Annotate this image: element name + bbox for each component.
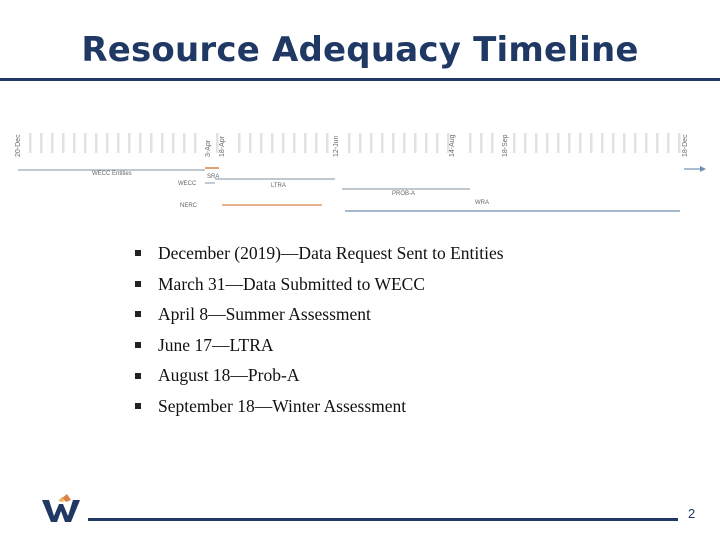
faint-date-column xyxy=(392,133,395,153)
bullet-square-icon xyxy=(135,311,141,317)
faint-date-column xyxy=(524,133,527,153)
faint-date-column xyxy=(414,133,417,153)
wecc-logo-icon xyxy=(40,494,82,524)
faint-date-column xyxy=(656,133,659,153)
faint-date-column xyxy=(73,133,76,153)
ltra-label: LTRA xyxy=(271,183,286,189)
date-tick-18-sep: 18-Sep xyxy=(502,134,509,157)
slide-title: Resource Adequacy Timeline xyxy=(81,30,639,70)
faint-date-column xyxy=(359,133,362,153)
faint-date-column xyxy=(601,133,604,153)
faint-date-column xyxy=(40,133,43,153)
faint-date-column xyxy=(29,133,32,153)
date-tick-18-dec: 18-Dec xyxy=(682,134,689,157)
bullet-square-icon xyxy=(135,342,141,348)
faint-date-column xyxy=(425,133,428,153)
faint-date-column xyxy=(480,133,483,153)
faint-date-column xyxy=(436,133,439,153)
bullet-square-icon xyxy=(135,373,141,379)
faint-date-column xyxy=(370,133,373,153)
faint-date-column xyxy=(84,133,87,153)
faint-date-column xyxy=(194,133,197,153)
list-item: September 18—Winter Assessment xyxy=(135,391,504,422)
faint-date-column xyxy=(557,133,560,153)
faint-date-column xyxy=(381,133,384,153)
faint-date-column xyxy=(304,133,307,153)
nerc-label: NERC xyxy=(180,203,198,209)
faint-date-column xyxy=(183,133,186,153)
bullet-square-icon xyxy=(135,281,141,287)
list-item: August 18—Prob-A xyxy=(135,360,504,391)
faint-date-column xyxy=(645,133,648,153)
faint-date-column xyxy=(568,133,571,153)
faint-date-column xyxy=(238,133,241,153)
faint-date-column xyxy=(623,133,626,153)
title-divider xyxy=(0,78,720,81)
date-tick-14-aug: 14-Aug xyxy=(449,134,456,157)
faint-date-column xyxy=(128,133,131,153)
bullet-square-icon xyxy=(135,250,141,256)
faint-date-column xyxy=(667,133,670,153)
faint-date-column xyxy=(513,133,516,153)
list-item: June 17—LTRA xyxy=(135,330,504,361)
faint-date-column xyxy=(117,133,120,153)
milestone-list xyxy=(135,238,504,422)
bullet-square-icon xyxy=(135,403,141,409)
faint-date-column xyxy=(139,133,142,153)
date-tick-18-apr: 18-Apr xyxy=(219,135,226,157)
faint-date-column xyxy=(315,133,318,153)
list-item: April 8—Summer Assessment xyxy=(135,299,504,330)
faint-date-column xyxy=(678,133,681,153)
faint-date-column xyxy=(95,133,98,153)
faint-date-column xyxy=(634,133,637,153)
faint-date-column xyxy=(326,133,329,153)
faint-date-column xyxy=(260,133,263,153)
prob-a-label: PROB-A xyxy=(392,191,416,197)
faint-date-column xyxy=(150,133,153,153)
end-arrow-head xyxy=(700,166,706,172)
list-item: March 31—Data Submitted to WECC xyxy=(135,269,504,300)
faint-date-column xyxy=(106,133,109,153)
faint-date-column xyxy=(282,133,285,153)
faint-date-column xyxy=(590,133,593,153)
wra-label: WRA xyxy=(475,200,489,206)
faint-date-column xyxy=(161,133,164,153)
faint-date-column xyxy=(612,133,615,153)
faint-date-column xyxy=(579,133,582,153)
date-tick-3-apr: 3-Apr xyxy=(205,139,212,157)
page-number: 2 xyxy=(688,506,696,521)
faint-date-column xyxy=(403,133,406,153)
faint-date-column xyxy=(469,133,472,153)
list-item: December (2019)—Data Request Sent to Entities xyxy=(135,238,504,269)
wecc-label: WECC xyxy=(178,181,197,187)
faint-date-column xyxy=(535,133,538,153)
wecc-entities-label: WECC Entities xyxy=(92,171,132,177)
faint-date-column xyxy=(293,133,296,153)
date-tick-12-jun: 12-Jun xyxy=(333,135,340,157)
sra-label: SRA xyxy=(207,174,220,180)
faint-date-column xyxy=(271,133,274,153)
faint-date-column xyxy=(546,133,549,153)
footer-divider xyxy=(88,518,678,521)
faint-date-column xyxy=(51,133,54,153)
timeline-graphic xyxy=(0,125,720,225)
faint-date-column xyxy=(348,133,351,153)
faint-date-column xyxy=(62,133,65,153)
faint-date-column xyxy=(491,133,494,153)
faint-date-column xyxy=(172,133,175,153)
date-tick-20-dec: 20-Dec xyxy=(15,134,22,157)
faint-date-column xyxy=(249,133,252,153)
